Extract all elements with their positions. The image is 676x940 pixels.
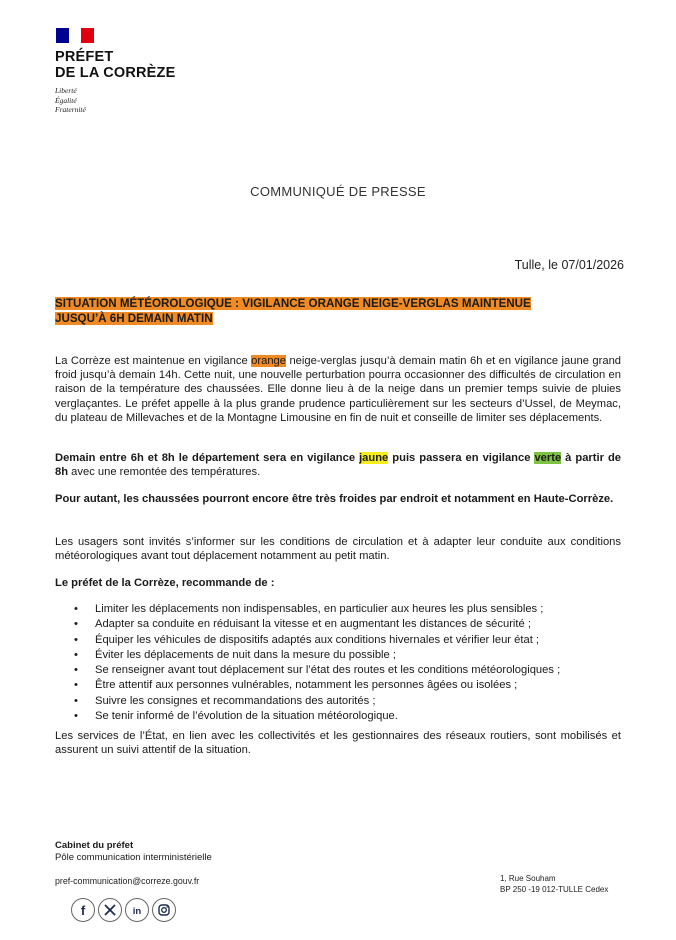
list-item-text: Éviter les déplacements de nuit dans la mesure du possible ;	[95, 648, 396, 661]
linkedin-link[interactable]	[125, 898, 149, 922]
instagram-link[interactable]	[152, 898, 176, 922]
bullet-icon: •	[74, 664, 78, 677]
list-item-text: Se tenir informé de l’évolution de la situation météorologique.	[95, 710, 398, 723]
marianne-flag-logo	[56, 28, 94, 43]
list-item	[74, 663, 634, 678]
svg-text:in: in	[132, 906, 142, 917]
prefecture-name-line1: PRÉFET	[55, 49, 114, 65]
list-item	[74, 694, 634, 709]
facebook-icon	[75, 902, 91, 918]
list-item	[74, 602, 634, 617]
p1-orange-highlight: orange	[251, 355, 286, 367]
bullet-icon: •	[74, 710, 78, 723]
p2-green-highlight: verte	[534, 452, 562, 464]
recommendations-list	[74, 602, 634, 724]
list-item-text: Être attentif aux personnes vulnérables, notamment les personnes âgées ou isolées ;	[95, 679, 518, 692]
flag-blue-band	[56, 28, 69, 43]
motto-fraternite: Fraternité	[55, 105, 86, 114]
dateline-sep: , le	[541, 258, 558, 272]
x-twitter-icon	[102, 902, 118, 918]
cabinet-title: Cabinet du préfet	[55, 840, 134, 851]
list-item	[74, 709, 634, 724]
document-kind: COMMUNIQUÉ DE PRESSE	[250, 184, 426, 199]
bullet-icon: •	[74, 603, 78, 615]
bullet-icon: •	[74, 694, 78, 707]
republic-motto	[55, 86, 86, 115]
list-item-text: Se renseigner avant tout déplacement sur l’état des routes et les conditions météorologiques ;	[95, 664, 561, 677]
list-item	[74, 633, 634, 648]
dateline-date: 07/01/2026	[561, 258, 624, 272]
prefecture-name-line2: DE LA CORRÈZE	[55, 65, 176, 81]
instagram-icon	[156, 902, 172, 918]
list-item-text: Suivre les consignes et recommandations des autorités ;	[95, 694, 376, 707]
p2-text-c: à partir de 8h	[55, 452, 622, 479]
linkedin-icon	[129, 902, 145, 918]
flag-white-band	[69, 28, 81, 43]
dateline-place: Tulle	[514, 258, 542, 272]
address-line1: 1, Rue Souham	[500, 874, 556, 883]
press-headline	[55, 296, 595, 326]
postal-address	[500, 874, 608, 895]
paragraph-vigilance	[55, 354, 621, 425]
address-line2: BP 250 -19 012-TULLE Cedex	[500, 884, 609, 894]
paragraph-tomorrow	[55, 451, 621, 479]
facebook-link[interactable]	[71, 898, 95, 922]
p1-text-a: La Corrèze est maintenue en vigilance	[55, 355, 252, 367]
p2-yellow-highlight: jaune	[359, 452, 389, 464]
list-item-text: Adapter sa conduite en réduisant la vitesse et en augmentant les distances de sécurité ;	[95, 618, 531, 631]
headline-line1: SITUATION MÉTÉOROLOGIQUE : VIGILANCE ORANGE NEIGE-VERGLAS MAINTENUE	[55, 297, 531, 310]
contact-email-link[interactable]: pref-communication@correze.gouv.fr	[55, 876, 200, 886]
list-item	[74, 648, 634, 663]
list-item	[74, 678, 634, 693]
svg-text:f: f	[80, 903, 86, 918]
x-twitter-link[interactable]	[98, 898, 122, 922]
bullet-icon: •	[74, 679, 78, 692]
cabinet-subtitle: Pôle communication interministérielle	[55, 852, 212, 863]
paragraph-services: Les services de l’État, en lien avec les collectivités et les gestionnaires des réseaux routiers, sont mobilisés et assurent un suivi attentif de la situation.	[55, 730, 621, 757]
p2-text-b: puis passera en vigilance	[388, 452, 535, 464]
p1-text-b: neige-verglas jusqu’à demain matin 6h et en vigilance jaune grand froid jusqu’à demain 14h. Cette nuit, une nouvelle perturbation pourra occasionner des difficultés de circulation en raison de la température des chaussées. Elle donne lieu à de la neige dans un premier temps suivie de pluies verglaçantes. Le préfet appelle à la plus grande prudence particulièrement sur les secteurs d’Ussel, de Meymac, du plateau de Millevaches et de la Montagne Limousine en fin de nuit et conseille de limiter ses déplacements.	[55, 355, 622, 424]
list-item-text: Limiter les déplacements non indispensables, en particulier aux heures les plus sensibles ;	[95, 603, 544, 615]
list-item	[74, 617, 634, 632]
headline-line2: JUSQU’À 6H DEMAIN MATIN	[55, 312, 213, 325]
recommendations-heading: Le préfet de la Corrèze, recommande de :	[55, 577, 275, 589]
bullet-icon: •	[74, 633, 78, 646]
motto-egalite: Égalité	[55, 95, 77, 105]
bullet-icon: •	[74, 648, 78, 661]
p2-text-a: Demain entre 6h et 8h le département sera en vigilance	[55, 452, 360, 464]
motto-liberte: Liberté	[55, 86, 77, 95]
flag-red-band	[81, 28, 94, 43]
paragraph-users: Les usagers sont invités s’informer sur les conditions de circulation et à adapter leur conduite aux conditions météorologiques avant tout déplacement notamment au petit matin.	[55, 536, 621, 563]
p2-text-d: avec une remontée des températures.	[68, 466, 261, 479]
bullet-icon: •	[74, 618, 78, 631]
paragraph-cold-roads: Pour autant, les chaussées pourront encore être très froides par endroit et notamment en Haute-Corrèze.	[55, 493, 614, 505]
dateline	[515, 258, 624, 272]
prefecture-name	[55, 49, 175, 81]
list-item-text: Équiper les véhicules de dispositifs adaptés aux conditions hivernales et vérifier leur état ;	[95, 633, 540, 646]
